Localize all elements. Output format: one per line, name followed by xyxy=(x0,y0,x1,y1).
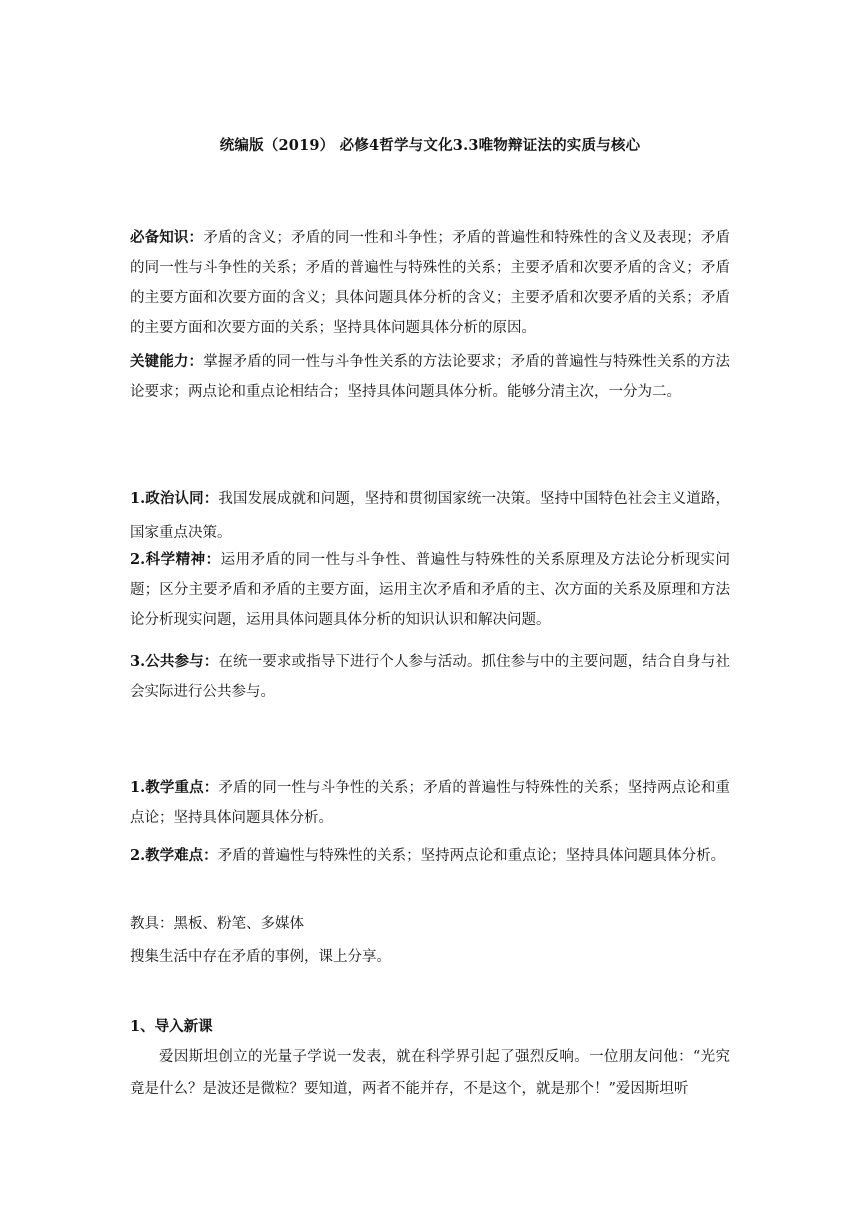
knowledge-paragraph xyxy=(130,223,730,343)
teaching-tools: 教具：黑板、粉笔、多媒体 xyxy=(130,916,304,932)
literacy-label-political: 1.政治认同： xyxy=(130,490,219,507)
knowledge-label: 必备知识： xyxy=(130,229,204,246)
literacy-item-political xyxy=(130,482,730,550)
focus-item-key xyxy=(130,773,730,833)
focus-item-difficult xyxy=(130,841,730,871)
focus-label-difficult: 2.教学难点： xyxy=(130,847,218,864)
focus-text-key: 矛盾的同一性与斗争性的关系；矛盾的普遍性与特殊性的关系；坚持两点论和重点论；坚持具体问题具体分析。 xyxy=(130,780,731,826)
literacy-label-science: 2.科学精神： xyxy=(130,551,221,568)
intro-paragraph: 爱因斯坦创立的光量子学说一发表，就在科学界引起了强烈反响。一位朋友问他：“光究竟是什么？是波还是微粒？要知道，两者不能并存，不是这个，就是那个！”爱因斯坦听 xyxy=(130,1049,730,1097)
focus-text-difficult: 矛盾的普遍性与特殊性的关系；坚持两点论和重点论；坚持具体问题具体分析。 xyxy=(217,848,726,864)
ability-label: 关键能力： xyxy=(130,353,204,370)
literacy-text-political: 我国发展成就和问题，坚持和贯彻国家统一决策。坚持中国特色社会主义道路，国家重点决策。 xyxy=(130,491,731,541)
document-title: 统编版（2019） 必修4哲学与文化3.3唯物辩证法的实质与核心 xyxy=(219,137,641,154)
literacy-item-science xyxy=(130,545,730,635)
literacy-item-public xyxy=(130,647,730,707)
focus-label-key: 1.教学重点： xyxy=(130,779,219,796)
literacy-text-public: 在统一要求或指导下进行个人参与活动。抓住参与中的主要问题，结合自身与社会实际进行公共参与。 xyxy=(130,654,731,700)
student-preparation: 搜集生活中存在矛盾的事例，课上分享。 xyxy=(130,949,391,965)
section-heading: 1、导入新课 xyxy=(130,1018,213,1035)
literacy-label-public: 3.公共参与： xyxy=(130,653,219,670)
knowledge-text: 矛盾的含义；矛盾的同一性和斗争性；矛盾的普遍性和特殊性的含义及表现；矛盾的同一性与斗争性的关系；矛盾的普遍性与特殊性的关系；主要矛盾和次要矛盾的含义；矛盾的主要方面和次要方面的含义；具体问题具体分析的含义；主要矛盾和次要矛盾的关系；矛盾的主要方面和次要方面的关系；坚持具体问题具体分析的原因。 xyxy=(130,230,730,336)
ability-text: 掌握矛盾的同一性与斗争性关系的方法论要求；矛盾的普遍性与特殊性关系的方法论要求；两点论和重点论相结合；坚持具体问题具体分析。能够分清主次，一分为二。 xyxy=(130,354,730,400)
ability-paragraph xyxy=(130,347,730,407)
literacy-text-science: 运用矛盾的同一性与斗争性、普遍性与特殊性的关系原理及方法论分析现实问题；区分主要矛盾和矛盾的主要方面，运用主次矛盾和矛盾的主、次方面的关系及原理和方法论分析现实问题，运用具体问题具体分析的知识认识和解决问题。 xyxy=(130,552,731,628)
